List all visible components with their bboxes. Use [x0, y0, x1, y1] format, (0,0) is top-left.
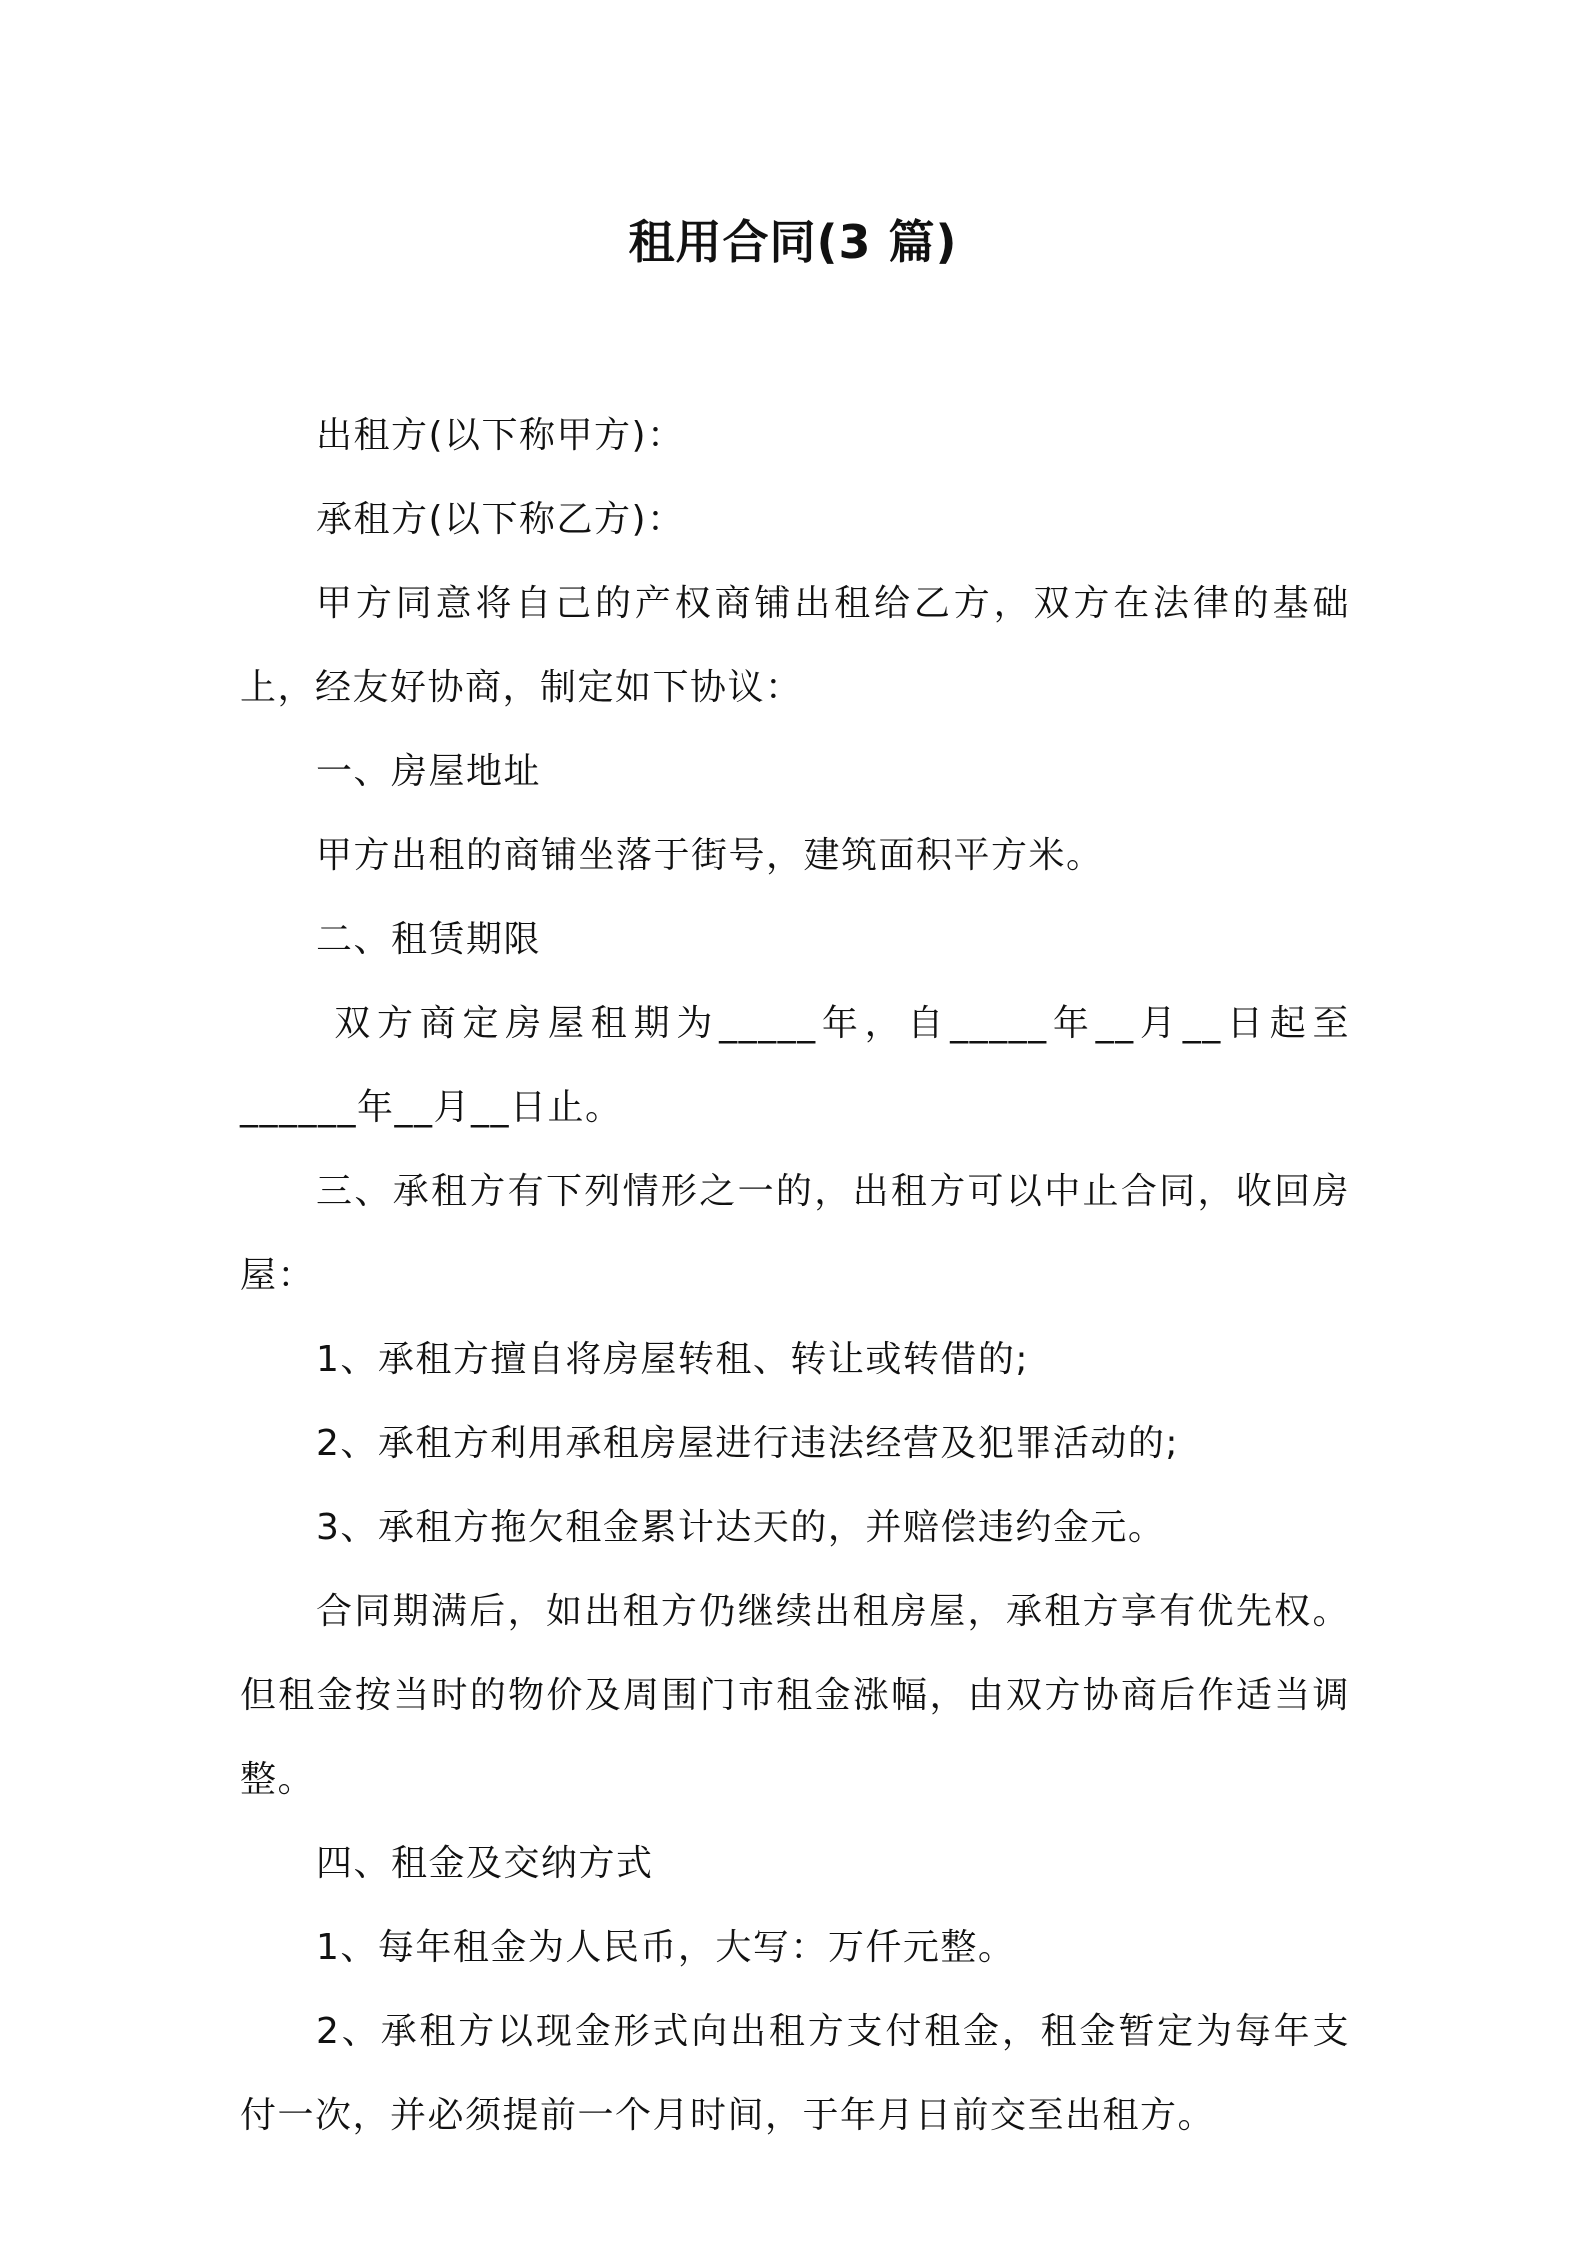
paragraph-house-location: 甲方出租的商铺坐落于街号，建筑面积平方米。 — [316, 835, 1104, 876]
clause-illegal-use: 2、承租方利用承租房屋进行违法经营及犯罪活动的; — [316, 1423, 1180, 1464]
paragraph-agreement-intro: 甲方同意将自己的产权商铺出租给乙方，双方在法律的基础上，经友好协商，制定如下协议： — [240, 583, 1350, 708]
heading-house-address: 一、房屋地址 — [316, 751, 542, 792]
clause-sublet: 1、承租方擅自将房屋转租、转让或转借的; — [316, 1339, 1030, 1380]
paragraph-renewal: 合同期满后，如出租方仍继续出租房屋，承租方享有优先权。但租金按当时的物价及周围门市租金涨幅，由双方协商后作适当调整。 — [240, 1591, 1350, 1800]
clause-payment-method: 2、承租方以现金形式向出租方支付租金，租金暂定为每年支付一次，并必须提前一个月时间，于年月日前交至出租方。 — [240, 2011, 1350, 2136]
document-body — [240, 394, 1350, 2158]
heading-rent-payment: 四、租金及交纳方式 — [316, 1843, 654, 1884]
paragraph-lessor: 出租方(以下称甲方)： — [316, 415, 685, 456]
paragraph-lease-term: 双方商定房屋租期为_____年，自_____年__月__日起至______年__月__日止。 — [240, 1003, 1350, 1128]
heading-lease-term: 二、租赁期限 — [316, 919, 542, 960]
clause-rent-arrears: 3、承租方拖欠租金累计达天的，并赔偿违约金元。 — [316, 1507, 1166, 1548]
document-title: 租用合同(3 篇) — [628, 215, 958, 269]
paragraph-lessee: 承租方(以下称乙方)： — [316, 499, 685, 540]
heading-termination-conditions: 三、承租方有下列情形之一的，出租方可以中止合同，收回房屋： — [240, 1171, 1350, 1296]
clause-annual-rent: 1、每年租金为人民币，大写：万仟元整。 — [316, 1927, 1016, 1968]
